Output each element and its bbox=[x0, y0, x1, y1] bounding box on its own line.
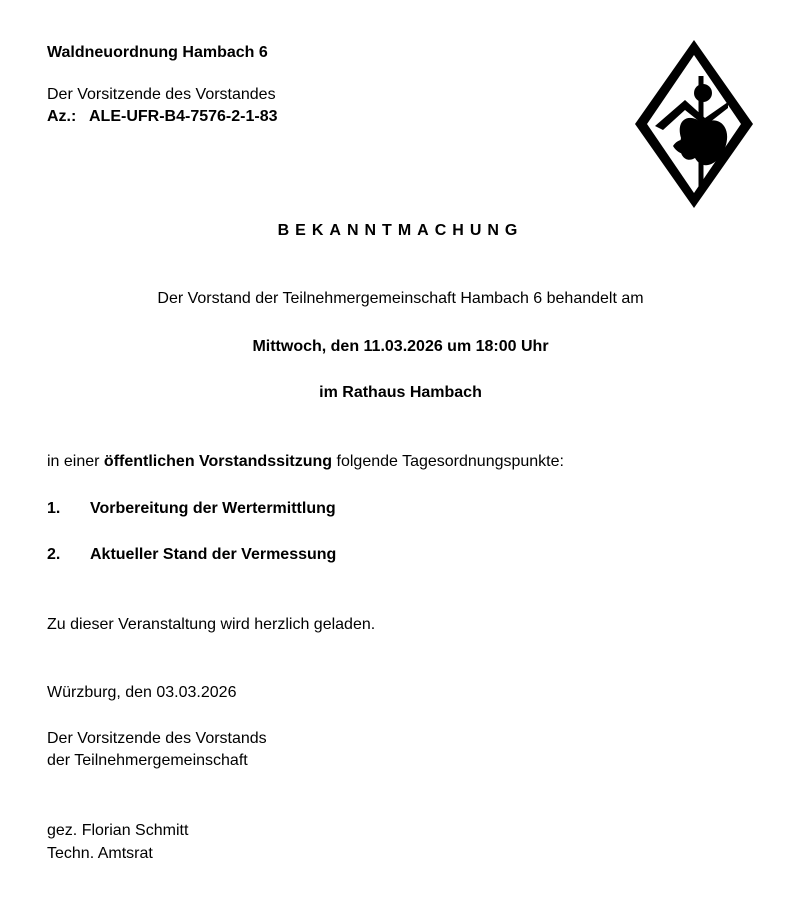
agenda-intro-end: folgende Tagesordnungspunkte: bbox=[332, 453, 564, 470]
meeting-date-time: Mittwoch, den 11.03.2026 um 18:00 Uhr bbox=[252, 338, 549, 355]
reference-line bbox=[47, 108, 278, 126]
project-title: Waldneuordnung Hambach 6 bbox=[47, 44, 268, 61]
agenda-item bbox=[47, 500, 336, 518]
signatory-title: Techn. Amtsrat bbox=[47, 845, 153, 862]
invitation-text: Zu dieser Veranstaltung wird herzlich geladen. bbox=[47, 616, 376, 633]
agenda-intro-start: in einer bbox=[47, 453, 104, 470]
agenda-item-number: 1. bbox=[47, 500, 61, 517]
agenda-intro bbox=[47, 453, 564, 471]
agenda-item-text: Vorbereitung der Wertermittlung bbox=[90, 500, 336, 517]
emblem-head bbox=[694, 84, 712, 102]
meeting-location: im Rathaus Hambach bbox=[319, 384, 482, 401]
agenda-item-number: 2. bbox=[47, 546, 61, 563]
document-heading: BEKANNTMACHUNG bbox=[277, 222, 524, 239]
signatory-name: gez. Florian Schmitt bbox=[47, 822, 189, 839]
intro-text: Der Vorstand der Teilnehmergemeinschaft Hambach 6 behandelt am bbox=[157, 290, 644, 307]
signatory-role-line-1: Der Vorsitzende des Vorstands bbox=[47, 730, 267, 747]
place-date: Würzburg, den 03.03.2026 bbox=[47, 684, 237, 701]
chair-line: Der Vorsitzende des Vorstandes bbox=[47, 86, 276, 103]
agenda-intro-emphasis: öffentlichen Vorstandssitzung bbox=[103, 453, 333, 470]
reference-number: ALE-UFR-B4-7576-2-1-83 bbox=[89, 108, 278, 125]
agenda-item-text: Aktueller Stand der Vermessung bbox=[90, 546, 337, 563]
diamond-emblem-icon bbox=[633, 38, 755, 210]
agenda-item bbox=[47, 546, 336, 564]
reference-label: Az.: bbox=[47, 108, 77, 125]
signatory-role-line-2: der Teilnehmergemeinschaft bbox=[47, 752, 248, 769]
